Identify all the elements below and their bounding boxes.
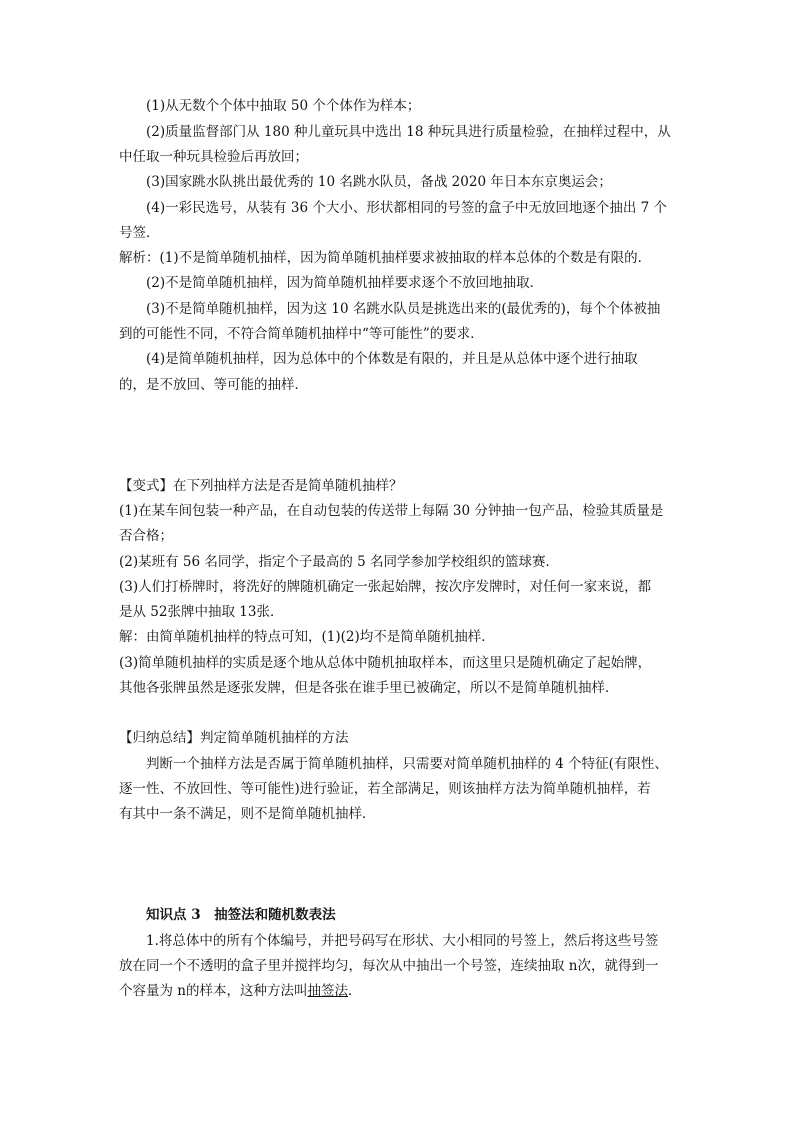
knowledge-line-3-end: ． bbox=[348, 983, 362, 999]
knowledge-line-3 bbox=[119, 982, 362, 1000]
analysis-1: 解析：(1)不是简单随机抽样，因为简单随机抽样要求被抽取的样本总体的个数是有限的． bbox=[119, 250, 652, 266]
analysis-4-line-1: (4)是简单随机抽样，因为总体中的个体数是有限的，并且是从总体中逐个进行抽取 bbox=[146, 351, 638, 367]
variant-2: (2)某班有 56 名同学，指定个子最高的 5 名同学参加学校组织的篮球赛． bbox=[119, 554, 560, 570]
item-4-line-2: 号签． bbox=[119, 225, 160, 241]
analysis-3-line-1: (3)不是简单随机抽样，因为这 10 名跳水队员是挑选出来的(最优秀的)，每个个体被抽 bbox=[146, 301, 661, 317]
analysis-4-line-2: 的，是不放回、等可能的抽样． bbox=[119, 377, 308, 393]
item-4-line-1: (4)一彩民选号，从装有 36 个大小、形状都相同的号签的盒子中无放回地逐个抽出 7 个 bbox=[146, 200, 668, 216]
knowledge-heading: 知识点 3 抽签法和随机数表法 bbox=[146, 907, 336, 923]
item-2-line-2: 中任取一种玩具检验后再放回； bbox=[119, 149, 308, 165]
analysis-3-line-2: 到的可能性不同，不符合简单随机抽样中“等可能性”的要求． bbox=[119, 326, 484, 342]
variant-answer-2-line-2: 其他各张牌虽然是逐张发牌，但是各张在谁手里已被确定，所以不是简单随机抽样． bbox=[119, 680, 619, 696]
variant-3-line-1: (3)人们打桥牌时，将洗好的牌随机确定一张起始牌，按次序发牌时，对任何一家来说，都 bbox=[119, 579, 652, 595]
lottery-method-term: 抽签法 bbox=[307, 983, 348, 999]
variant-1-line-1: (1)在某车间包装一种产品，在自动包装的传送带上每隔 30 分钟抽一包产品，检验其质量是 bbox=[119, 503, 664, 519]
summary-line-1: 判断一个抽样方法是否属于简单随机抽样，只需要对简单随机抽样的 4 个特征(有限性、 bbox=[146, 756, 668, 772]
summary-line-2: 逐一性、不放回性、等可能性)进行验证，若全部满足，则该抽样方法为简单随机抽样，若 bbox=[119, 781, 651, 797]
variant-3-line-2: 是从 52张牌中抽取 13张． bbox=[119, 604, 284, 620]
variant-1-line-2: 否合格； bbox=[119, 528, 173, 544]
knowledge-line-1: 1.将总体中的所有个体编号，并把号码写在形状、大小相同的号签上，然后将这些号签 bbox=[146, 933, 659, 949]
summary-line-3: 有其中一条不满足，则不是简单随机抽样． bbox=[119, 806, 376, 822]
variant-heading: 【变式】在下列抽样方法是否是简单随机抽样？ bbox=[119, 478, 403, 494]
variant-answer-1: 解：由简单随机抽样的特点可知，(1)(2)均不是简单随机抽样． bbox=[119, 629, 495, 645]
item-1: (1)从无数个个体中抽取 50 个个体作为样本； bbox=[146, 98, 421, 114]
knowledge-line-2: 放在同一个不透明的盒子里并搅拌均匀，每次从中抽出一个号签，连续抽取 n次，就得到一 bbox=[119, 958, 659, 974]
item-3: (3)国家跳水队挑出最优秀的 10 名跳水队员，备战 2020 年日本东京奥运会； bbox=[146, 174, 612, 190]
variant-answer-2-line-1: (3)简单随机抽样的实质是逐个地从总体中随机抽取样本，而这里只是随机确定了起始牌， bbox=[119, 655, 652, 671]
analysis-2: (2)不是简单随机抽样，因为简单随机抽样要求逐个不放回地抽取． bbox=[146, 275, 544, 291]
knowledge-line-3-text: 个容量为 n的样本，这种方法叫 bbox=[119, 983, 308, 999]
item-2-line-1: (2)质量监督部门从 180 种儿童玩具中选出 18 种玩具进行质量检验，在抽样过程中，从 bbox=[146, 124, 671, 140]
summary-heading: 【归纳总结】判定简单随机抽样的方法 bbox=[119, 730, 349, 746]
